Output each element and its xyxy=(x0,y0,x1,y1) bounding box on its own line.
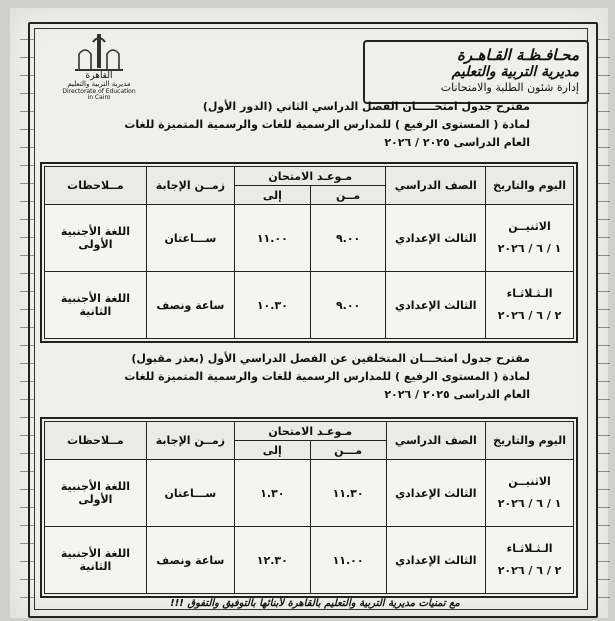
schedule1-table xyxy=(44,166,574,339)
schedule1-line3: العام الدراسى ٢٠٢٥ / ٢٠٢٦ xyxy=(384,136,530,149)
day-date-cell xyxy=(486,460,574,527)
logo-arabic-sub: مديرية التربية والتعليم xyxy=(67,80,131,89)
schedule1-line2: لمادة ( المستوى الرفيع ) للمدارس الرسمية للغات والرسمية المتميزة للغات xyxy=(124,118,530,131)
department-name: إدارة شئون الطلبة والامتحانات xyxy=(440,81,579,94)
header-duration: زمــن الإجابة xyxy=(146,167,234,205)
logo-english: Directorate of Education in Cairo xyxy=(62,87,136,102)
day-name: الـثـلاثـاء xyxy=(506,287,553,300)
border-ornament-right xyxy=(596,30,610,605)
to-cell: ١١.٠٠ xyxy=(234,205,310,272)
schedule2-line3: العام الدراسى ٢٠٢٥ / ٢٠٢٦ xyxy=(384,388,530,401)
duration-cell: ساعة ونصف xyxy=(146,527,234,594)
from-cell: ١١.٠٠ xyxy=(310,527,386,594)
header-grade: الصف الدراسي xyxy=(386,167,486,205)
date-value: ١ / ٦ / ٢٠٢٦ xyxy=(497,242,562,255)
logo-arabic: القاهرة xyxy=(85,71,113,81)
header-to: إلى xyxy=(234,186,310,205)
duration-cell: ســـاعتان xyxy=(146,205,234,272)
duration-cell: ســـاعتان xyxy=(146,460,234,527)
schedule2-table xyxy=(44,421,574,594)
schedule1-line1: مقترح جدول امتحـــــان الفصل الدراسي الثاني (الدور الأول) xyxy=(202,100,530,113)
to-cell: ١٢.٣٠ xyxy=(234,527,310,594)
date-value: ١ / ٦ / ٢٠٢٦ xyxy=(497,497,562,510)
from-cell: ٩.٠٠ xyxy=(310,272,386,339)
header-day-date: اليوم والتاريخ xyxy=(486,422,574,460)
minaret-logo-icon xyxy=(73,32,125,72)
header-notes: مــلاحظات xyxy=(45,167,147,205)
schedule2-line2: لمادة ( المستوى الرفيع ) للمدارس الرسمية للغات والرسمية المتميزة للغات xyxy=(124,370,530,383)
day-date-cell xyxy=(486,272,574,339)
table-row xyxy=(45,205,574,272)
table-row xyxy=(45,527,574,594)
header-notes: مــلاحظات xyxy=(45,422,147,460)
header-exam-time: مـوعـد الامتحان xyxy=(234,422,386,441)
day-date-cell xyxy=(486,205,574,272)
schedule2-title xyxy=(120,350,530,404)
grade-cell: الثالث الإعدادي xyxy=(386,460,486,527)
day-name: الـثـلاثـاء xyxy=(506,542,553,555)
from-cell: ١١.٣٠ xyxy=(310,460,386,527)
duration-cell: ساعة ونصف xyxy=(146,272,234,339)
date-value: ٢ / ٦ / ٢٠٢٦ xyxy=(497,564,562,577)
to-cell: ١٠.٣٠ xyxy=(234,272,310,339)
table-row xyxy=(45,460,574,527)
notes-cell: اللغة الأجنبية الأولى xyxy=(45,205,147,272)
to-cell: ١.٣٠ xyxy=(234,460,310,527)
header-box xyxy=(363,40,589,104)
header-exam-time: مـوعـد الامتحان xyxy=(234,167,386,186)
grade-cell: الثالث الإعدادي xyxy=(386,205,486,272)
grade-cell: الثالث الإعدادي xyxy=(386,272,486,339)
header-grade: الصف الدراسي xyxy=(386,422,486,460)
date-value: ٢ / ٦ / ٢٠٢٦ xyxy=(497,309,562,322)
day-name: الاثنيــن xyxy=(508,475,551,488)
footer-message: مع تمنيات مديرية التربية والتعليم بالقاهرة لأبنائها بالتوفيق والتفوق !!! xyxy=(170,598,460,609)
schedule1-title xyxy=(120,98,530,152)
day-name: الاثنيــن xyxy=(508,220,551,233)
notes-cell: اللغة الأجنبية الأولى xyxy=(45,460,147,527)
notes-cell: اللغة الأجنبية الثانية xyxy=(45,527,147,594)
directorate-name: مديرية التربية والتعليم xyxy=(451,64,579,80)
header-day-date: اليوم والتاريخ xyxy=(486,167,574,205)
header-from: مـــن xyxy=(310,441,386,460)
governorate-name: محـافـظـة القـاهـرة xyxy=(457,46,579,64)
schedule2-line1: مقترح جدول امتحـــان المتخلفين عن الفصل الدراسي الأول (بعذر مقبول) xyxy=(131,352,530,365)
day-date-cell xyxy=(486,527,574,594)
from-cell: ٩.٠٠ xyxy=(310,205,386,272)
notes-cell: اللغة الأجنبية الثانية xyxy=(45,272,147,339)
table-row xyxy=(45,272,574,339)
grade-cell: الثالث الإعدادي xyxy=(386,527,486,594)
header-from: مــن xyxy=(310,186,386,205)
header-duration: زمــن الإجابة xyxy=(146,422,234,460)
header-to: إلى xyxy=(234,441,310,460)
